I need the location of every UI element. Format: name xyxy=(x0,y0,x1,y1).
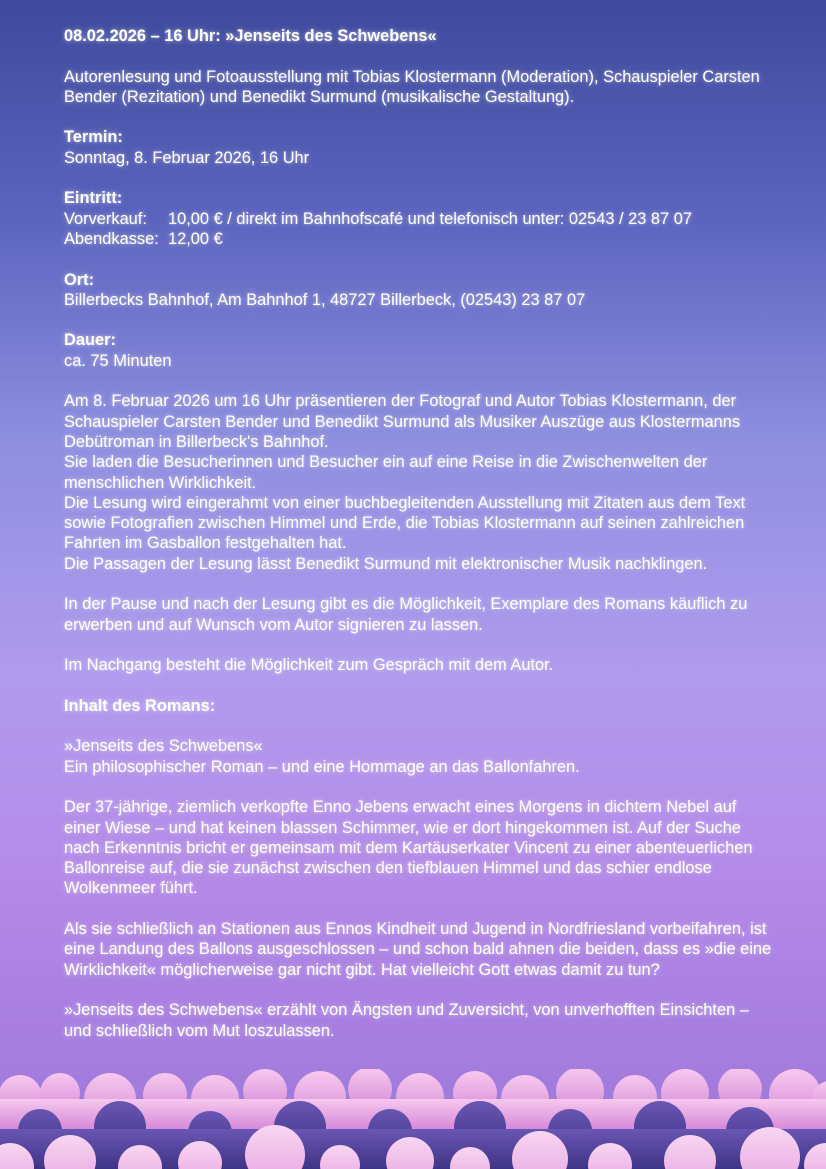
flyer-text xyxy=(64,26,774,1061)
synopsis-paragraph-3: »Jenseits des Schwebens« erzählt von Ängsten und Zuversicht, von unverhofften Einsichten – und schließlich vom Mut loszulassen. xyxy=(64,1001,749,1040)
event-intro: Autorenlesung und Fotoausstellung mit Tobias Klostermann (Moderation), Schauspieler Carsten Bender (Rezitation) und Benedikt Surmund (musikalische Gestaltung). xyxy=(64,67,760,106)
description-block xyxy=(64,391,774,574)
novel-title: »Jenseits des Schwebens« xyxy=(64,737,263,756)
synopsis-paragraph-2: Als sie schließlich an Stationen aus Ennos Kindheit und Jugend in Nordfriesland vorbeifahren, ist eine Landung des Ballons ausgeschlossen – und schon bald ahnen die beiden, dass es »die eine Wirklichkeit« möglicherweise gar nicht gibt. Hat vielleicht Gott etwas damit zu tun? xyxy=(64,920,772,979)
dauer-block xyxy=(64,330,774,371)
termin-value: Sonntag, 8. Februar 2026, 16 Uhr xyxy=(64,148,310,167)
description-line: Die Lesung wird eingerahmt von einer buchbegleitenden Ausstellung mit Zitaten aus dem Text sowie Fotografien zwischen Himmel und Erde, die Tobias Klostermann auf seinen zahlreichen Fahrten im Gasballon festgehalten hat. xyxy=(64,493,746,553)
ort-block xyxy=(64,270,774,311)
ort-value: Billerbecks Bahnhof, Am Bahnhof 1, 48727 Billerbeck, (02543) 23 87 07 xyxy=(64,290,586,309)
vorverkauf-value: 10,00 € / direkt im Bahnhofscafé und telefonisch unter: 02543 / 23 87 07 xyxy=(168,209,692,228)
description-line: Die Passagen der Lesung lässt Benedikt Surmund mit elektronischer Musik nachklingen. xyxy=(64,554,708,573)
vorverkauf-label: Vorverkauf: xyxy=(64,209,147,228)
termin-block xyxy=(64,127,774,168)
inhalt-heading: Inhalt des Romans: xyxy=(64,696,216,715)
nachgang-paragraph: Im Nachgang besteht die Möglichkeit zum Gespräch mit dem Autor. xyxy=(64,656,554,675)
eintritt-block xyxy=(64,188,774,249)
novel-subtitle: Ein philosophischer Roman – und eine Hommage an das Ballonfahren. xyxy=(64,757,580,776)
ort-label: Ort: xyxy=(64,270,95,289)
abendkasse-value: 12,00 € xyxy=(168,229,223,248)
pause-paragraph: In der Pause und nach der Lesung gibt es die Möglichkeit, Exemplare des Romans käuflich zu erwerben und auf Wunsch vom Autor signieren zu lassen. xyxy=(64,595,748,634)
description-line: Sie laden die Besucherinnen und Besucher ein auf eine Reise in die Zwischenwelten der menschlichen Wirklichkeit. xyxy=(64,453,708,492)
eintritt-label: Eintritt: xyxy=(64,189,123,208)
cloud-decoration xyxy=(0,1069,826,1169)
synopsis-paragraph-1: Der 37-jährige, ziemlich verkopfte Enno Jebens erwacht eines Morgens in dichtem Nebel auf einer Wiese – und hat keinen blassen Schimmer, wie er dort hingekommen ist. Auf der Suche nach Erkenntnis bricht er gemeinsam mit dem Kartäuserkater Vincent zu einer abenteuerlichen Ballonreise auf, die sie zunächst zwischen den tiefblauen Himmel und das schier endlose Wolkenmeer führt. xyxy=(64,798,753,898)
abendkasse-label: Abendkasse: xyxy=(64,229,159,248)
novel-title-block xyxy=(64,736,774,777)
description-line: Am 8. Februar 2026 um 16 Uhr präsentieren der Fotograf und Autor Tobias Klostermann, der Schauspieler Carsten Bender und Benedikt Surmund als Musiker Auszüge aus Klostermanns Debütroman in Billerbeck's Bahnhof. xyxy=(64,392,741,451)
dauer-label: Dauer: xyxy=(64,331,116,350)
event-headline: 08.02.2026 – 16 Uhr: »Jenseits des Schwebens« xyxy=(64,27,437,45)
dauer-value: ca. 75 Minuten xyxy=(64,351,172,370)
termin-label: Termin: xyxy=(64,128,123,147)
